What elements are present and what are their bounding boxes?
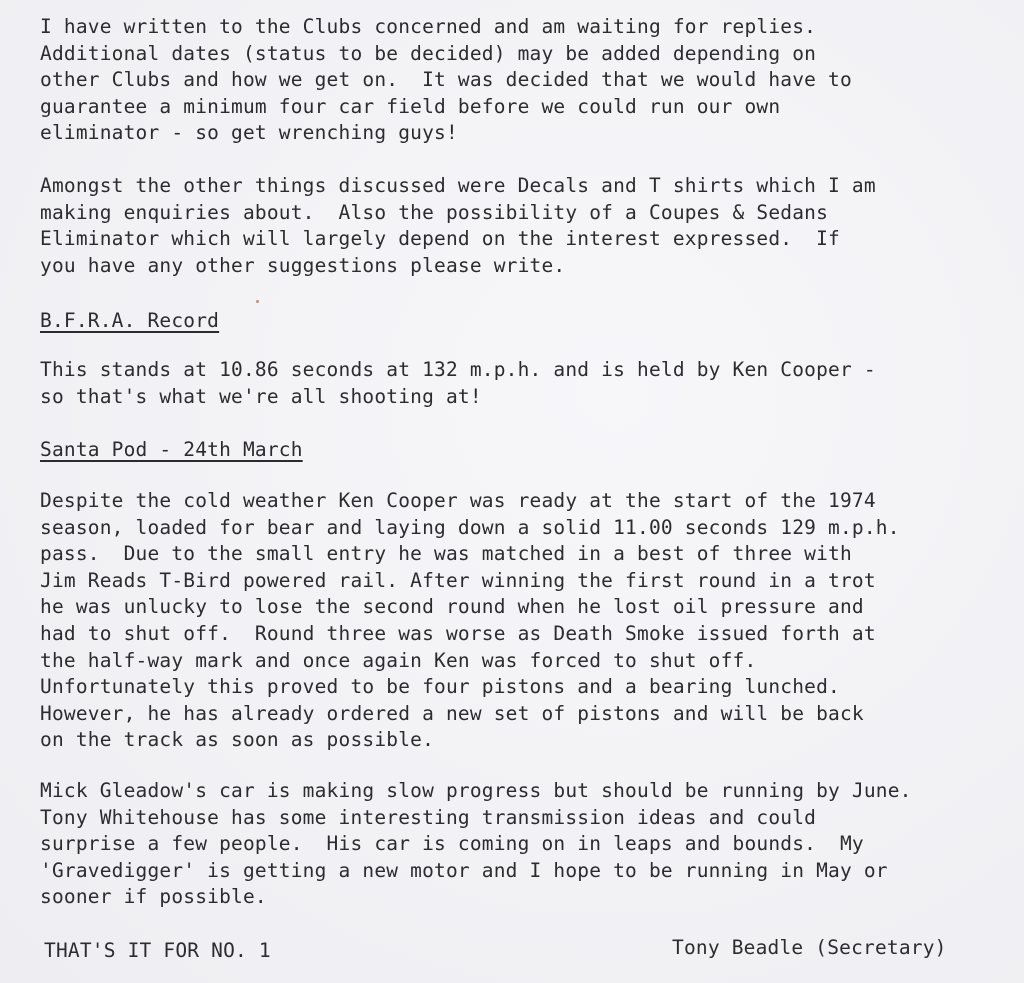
paper-speck bbox=[256, 300, 259, 303]
paragraph-other-discussions: Amongst the other things discussed were Decals and T shirts which I am making enquiries about. Also the possibility of a Coupes & Sedans Eliminator which will largely depend on the interest expressed. If you have any other suggestions please write. bbox=[40, 174, 876, 277]
paragraph-santa-pod-report: Despite the cold weather Ken Cooper was ready at the start of the 1974 season, loaded for bear and laying down a solid 11.00 seconds 129 m.p.h. pass. Due to the small entry he was matched in a best of three with Jim Reads T-Bird powered rail. After winning the first round in a trot he was unlucky to lose the second round when he lost oil pressure and had to shut off. Round three was worse as Death Smoke issued forth at the half-way mark and once again Ken was forced to shut off. Unfortunately this proved to be four pistons and a bearing lunched. However, he has already ordered a new set of pistons and will be back on the track as soon as possible. bbox=[40, 489, 900, 752]
paragraph-bfra-record: This stands at 10.86 seconds at 132 m.p.h. and is held by Ken Cooper - so that's what we're all shooting at! bbox=[40, 358, 876, 408]
paragraph-club-dates: I have written to the Clubs concerned and am waiting for replies. Additional dates (status to be decided) may be added depending on other Clubs and how we get on. It was decided that we would have to guarantee a minimum four car field before we could run our own eliminator - so get wrenching guys! bbox=[40, 15, 852, 145]
footer-issue-sign-off: THAT'S IT FOR NO. 1 bbox=[44, 939, 271, 962]
heading-santa-pod: Santa Pod - 24th March bbox=[40, 438, 303, 461]
heading-bfra-record: B.F.R.A. Record bbox=[40, 309, 220, 332]
footer-signature: Tony Beadle (Secretary) bbox=[672, 936, 947, 959]
paragraph-car-updates: Mick Gleadow's car is making slow progress but should be running by June. Tony Whitehouse has some interesting transmission ideas and could surprise a few people. His car is coming on in leaps and bounds. My 'Gravedigger' is getting a new motor and I hope to be running in May or sooner if possible. bbox=[40, 779, 912, 909]
